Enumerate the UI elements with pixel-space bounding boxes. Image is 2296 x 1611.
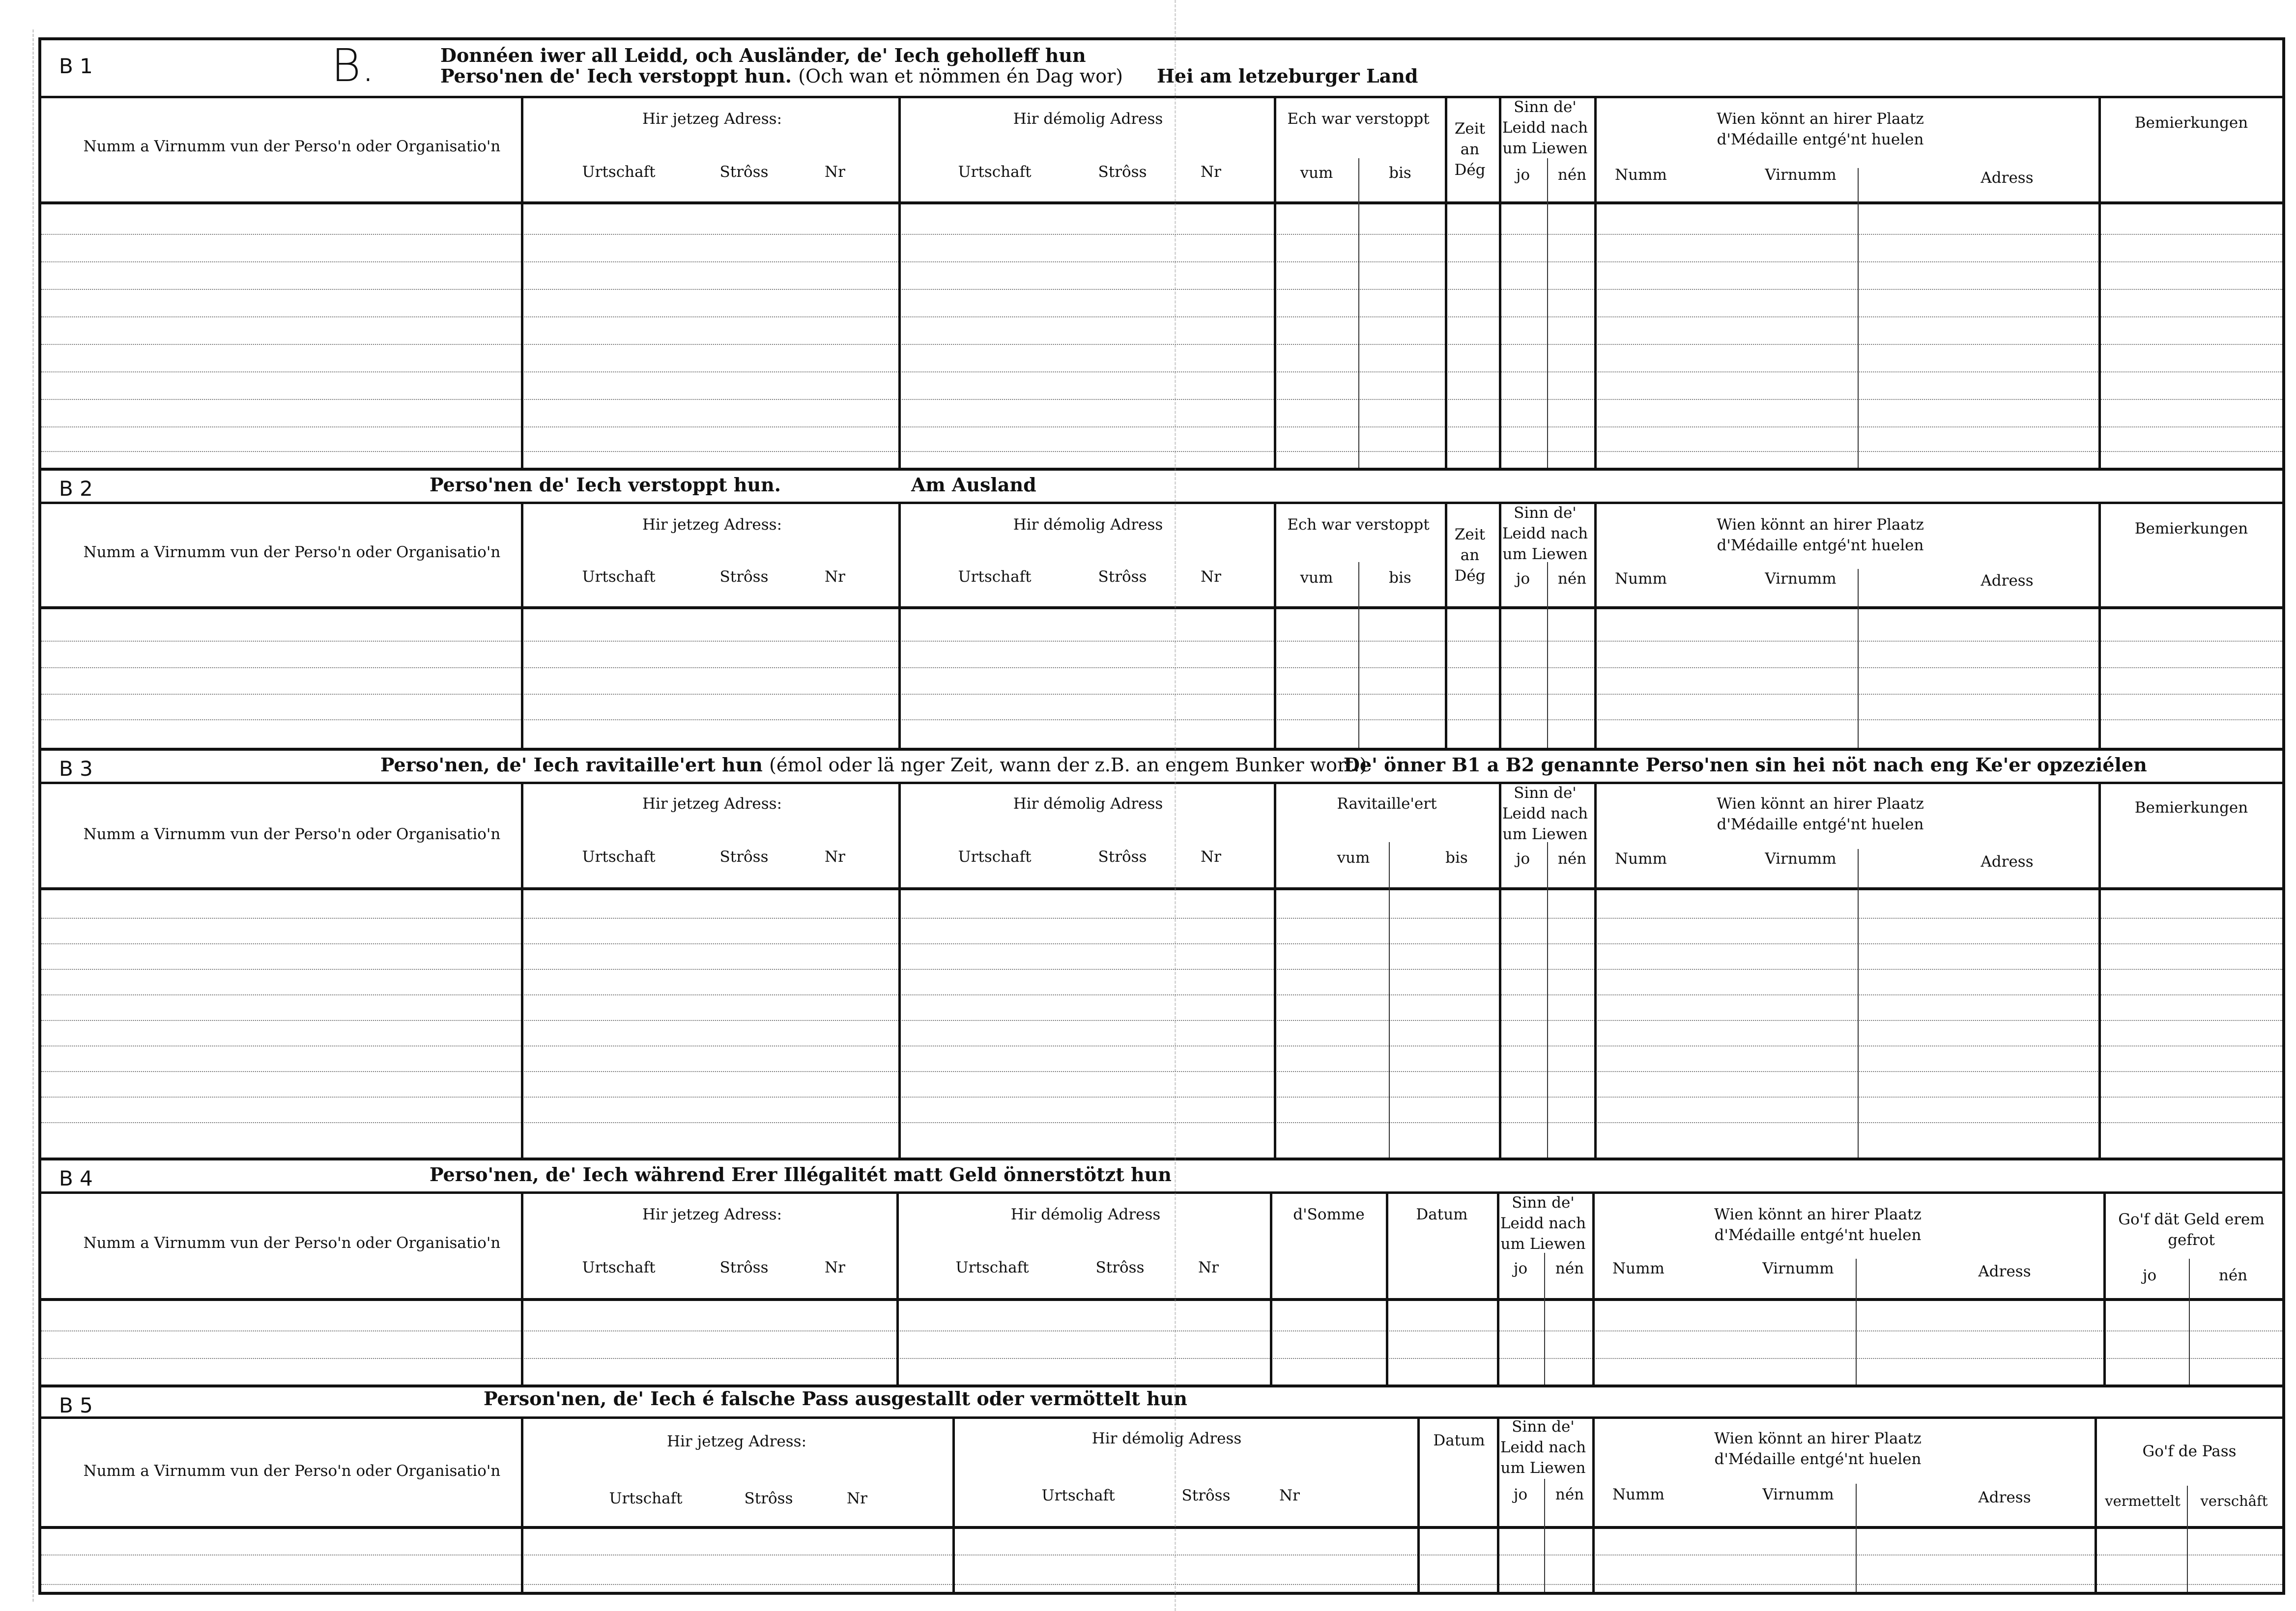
fold-mark: [1175, 0, 1176, 1611]
col-former-address-header: Hir démolig Adress: [1013, 110, 1163, 128]
section-location: Am Ausland: [911, 474, 1036, 496]
col-from: vum: [1337, 849, 1370, 867]
col-firstname: Virnumm: [1765, 166, 1837, 184]
col-urtschaft: Urtschaft: [609, 1490, 683, 1507]
col-stross-former: Strôss: [1181, 1487, 1231, 1504]
col-former-address-header: Hir démolig Adress: [1013, 516, 1163, 534]
col-nr-former: Nr: [1201, 568, 1221, 586]
col-stross-former: Strôss: [1098, 568, 1147, 586]
col-former-address-header: Hir démolig Adress: [1010, 1206, 1161, 1223]
col-hidden-header: Ech war verstoppt: [1287, 516, 1430, 534]
section-title-line2: Perso'nen de' Iech verstoppt hun. (Och wan et nömmen én Dag wor): [440, 65, 1123, 87]
col-no: nén: [1555, 1486, 1584, 1503]
col-person-header: Numm a Virnumm vun der Perso'n oder Organisatio'n: [83, 1234, 501, 1252]
col-stross: Strôss: [719, 163, 769, 181]
col-urtschaft: Urtschaft: [582, 848, 656, 866]
col-days-header: Zeit an Dég: [1454, 526, 1486, 585]
col-name: Numm: [1612, 1260, 1665, 1277]
col-alive-header: Sinn de' Leidd nach um Liewen: [1502, 504, 1588, 563]
section-note: De' önner B1 a B2 genannte Perso'nen sin hei nöt nach eng Ke'er opzeziélen: [1344, 754, 2147, 776]
col-nr-former: Nr: [1201, 163, 1221, 181]
col-person-header: Numm a Virnumm vun der Perso'n oder Organisatio'n: [83, 138, 501, 155]
col-stross: Strôss: [719, 848, 769, 866]
section-title: Perso'nen, de' Iech ravitaille'ert hun (émol oder lä nger Zeit, wann der z.B. an engem Bunker wort.): [380, 754, 1367, 776]
col-mediated: vermettelt: [2105, 1493, 2181, 1509]
col-stross-former: Strôss: [1098, 163, 1147, 181]
col-to: bis: [1389, 164, 1411, 182]
col-remarks-header: Bemierkungen: [2134, 114, 2248, 132]
section-location: Hei am letzeburger Land: [1157, 65, 1418, 87]
col-alive-header: Sinn de' Leidd nach um Liewen: [1502, 784, 1588, 843]
col-firstname: Virnumm: [1765, 570, 1837, 588]
col-name: Numm: [1615, 850, 1667, 868]
col-person-header: Numm a Virnumm vun der Perso'n oder Organisatio'n: [83, 1462, 501, 1480]
col-person-header: Numm a Virnumm vun der Perso'n oder Organisatio'n: [83, 825, 501, 843]
section-b2-title-bar: [41, 471, 2282, 504]
left-edge-mark: [32, 29, 34, 1602]
section-b1-title-bar: [41, 40, 2282, 98]
col-pass-header: Go'f de Pass: [2142, 1442, 2237, 1460]
col-date-header: Datum: [1433, 1432, 1485, 1449]
col-current-address-header: Hir jetzeg Adress:: [642, 1206, 782, 1223]
col-supplied-header: Ravitaille'ert: [1337, 795, 1437, 813]
section-title: Person'nen, de' Iech é falsche Pass ausgestallt oder vermöttelt hun: [484, 1387, 1187, 1410]
col-yes: jo: [1516, 166, 1530, 184]
col-name: Numm: [1612, 1486, 1665, 1503]
col-urtschaft: Urtschaft: [582, 163, 656, 181]
col-yes: jo: [1513, 1486, 1528, 1503]
col-nr-former: Nr: [1201, 848, 1221, 866]
col-days-header: Zeit an Dég: [1454, 120, 1486, 179]
section-b5-title-bar: [41, 1387, 2282, 1419]
section-b1: [41, 40, 2282, 468]
col-sum-header: d'Somme: [1293, 1206, 1365, 1223]
col-stross-former: Strôss: [1095, 1259, 1145, 1276]
col-from: vum: [1300, 164, 1333, 182]
section-b5: [41, 1387, 2282, 1592]
col-current-address-header: Hir jetzeg Adress:: [642, 516, 782, 534]
col-current-address-header: Hir jetzeg Adress:: [642, 110, 782, 128]
col-no: nén: [1557, 166, 1587, 184]
col-nr-former: Nr: [1198, 1259, 1219, 1276]
col-name: Numm: [1615, 166, 1667, 184]
col-urtschaft-former: Urtschaft: [955, 1259, 1029, 1276]
section-code: B 3: [59, 757, 93, 781]
col-date-header: Datum: [1416, 1206, 1468, 1223]
col-nr: Nr: [825, 568, 845, 586]
col-address: Adress: [1980, 169, 2034, 187]
col-nr: Nr: [825, 1259, 845, 1276]
col-address: Adress: [1978, 1263, 2031, 1280]
col-stross-former: Strôss: [1098, 848, 1147, 866]
col-urtschaft: Urtschaft: [582, 1259, 656, 1276]
col-alive-header: Sinn de' Leidd nach um Liewen: [1502, 98, 1588, 157]
col-stross: Strôss: [719, 568, 769, 586]
col-no: nén: [1557, 570, 1587, 588]
col-yes: jo: [1516, 570, 1530, 588]
col-urtschaft-former: Urtschaft: [958, 568, 1032, 586]
col-to: bis: [1389, 569, 1411, 587]
section-b2: [41, 471, 2282, 748]
col-urtschaft-former: Urtschaft: [958, 848, 1032, 866]
col-procured: verschâft: [2200, 1493, 2268, 1509]
section-title: Perso'nen de' Iech verstoppt hun.: [430, 474, 781, 496]
col-yes2: jo: [2142, 1267, 2157, 1284]
col-firstname: Virnumm: [1762, 1486, 1834, 1503]
col-nr-former: Nr: [1279, 1487, 1300, 1504]
col-alive-header: Sinn de' Leidd nach um Liewen: [1500, 1194, 1586, 1253]
col-nr: Nr: [825, 163, 845, 181]
col-to: bis: [1445, 849, 1468, 867]
col-medal-header: Wien könnt an hirer Plaatz d'Médaille entgé'nt huelen: [1714, 1430, 1922, 1468]
section-b4: [41, 1160, 2282, 1385]
col-firstname: Virnumm: [1762, 1260, 1834, 1277]
col-address: Adress: [1980, 853, 2034, 871]
col-current-address-header: Hir jetzeg Adress:: [642, 795, 782, 813]
col-no: nén: [1555, 1260, 1584, 1277]
col-current-address-header: Hir jetzeg Adress:: [666, 1433, 807, 1450]
section-title: Donnéen iwer all Leidd, och Ausländer, de' Iech geholleff hun: [440, 44, 1086, 66]
col-urtschaft-former: Urtschaft: [958, 163, 1032, 181]
col-urtschaft-former: Urtschaft: [1041, 1487, 1115, 1504]
col-name: Numm: [1615, 570, 1667, 588]
section-b3-title-bar: [41, 751, 2282, 784]
resistance-form-page-b: [38, 37, 2285, 1595]
col-medal-header: Wien könnt an hirer Plaatz d'Médaille entgé'nt huelen: [1717, 110, 1924, 148]
col-alive-header: Sinn de' Leidd nach um Liewen: [1500, 1418, 1586, 1477]
section-code: B 1: [59, 54, 93, 78]
col-stross: Strôss: [719, 1259, 769, 1276]
col-yes: jo: [1513, 1260, 1528, 1277]
col-remarks-header: Bemierkungen: [2134, 799, 2248, 817]
col-person-header: Numm a Virnumm vun der Perso'n oder Organisatio'n: [83, 543, 501, 561]
col-no: nén: [1557, 850, 1587, 868]
col-money-back-header: Go'f dät Geld erem gefrot: [2118, 1211, 2265, 1249]
col-address: Adress: [1980, 572, 2034, 590]
col-no2: nén: [2218, 1267, 2248, 1284]
section-b3: [41, 751, 2282, 1158]
col-former-address-header: Hir démolig Adress: [1013, 795, 1163, 813]
col-firstname: Virnumm: [1765, 850, 1837, 868]
col-address: Adress: [1978, 1489, 2031, 1506]
form-part-letter: B.: [331, 39, 375, 92]
col-hidden-header: Ech war verstoppt: [1287, 110, 1430, 128]
col-nr: Nr: [847, 1490, 867, 1507]
section-b4-title-bar: [41, 1160, 2282, 1194]
section-code: B 4: [59, 1166, 93, 1190]
col-yes: jo: [1516, 850, 1530, 868]
section-code: B 2: [59, 477, 93, 501]
col-former-address-header: Hir démolig Adress: [1091, 1430, 1242, 1447]
col-stross: Strôss: [744, 1490, 793, 1507]
col-from: vum: [1300, 569, 1333, 587]
col-remarks-header: Bemierkungen: [2134, 520, 2248, 537]
col-medal-header: Wien könnt an hirer Plaatz d'Médaille entgé'nt huelen: [1714, 1206, 1922, 1244]
col-medal-header: Wien könnt an hirer Plaatz d'Médaille entgé'nt huelen: [1717, 795, 1924, 833]
col-urtschaft: Urtschaft: [582, 568, 656, 586]
col-medal-header: Wien könnt an hirer Plaatz d'Médaille entgé'nt huelen: [1717, 516, 1924, 554]
section-code: B 5: [59, 1393, 93, 1417]
col-nr: Nr: [825, 848, 845, 866]
section-title: Perso'nen, de' Iech während Erer Illégalitét matt Geld önnerstötzt hun: [430, 1163, 1172, 1186]
